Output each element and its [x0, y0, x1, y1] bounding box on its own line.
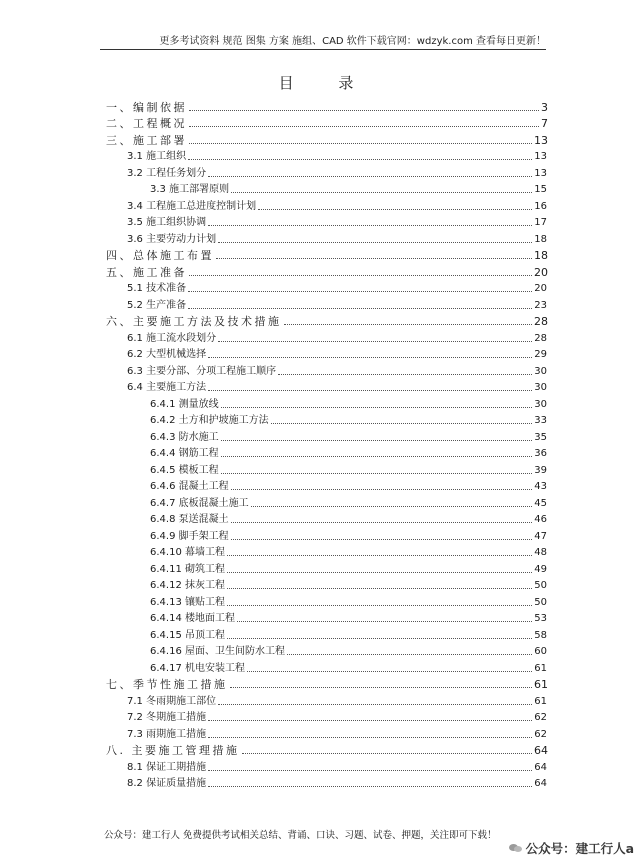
toc-leader-dots — [208, 389, 532, 391]
toc-entry-page: 20 — [534, 283, 547, 294]
toc-entry-label: 6.2 大型机械选择 — [127, 349, 207, 360]
toc-entry-label: 3.1 施工组织 — [127, 151, 187, 162]
toc-entry-label: 6.4.2 土方和护坡施工方法 — [150, 415, 269, 426]
toc-leader-dots — [189, 274, 532, 276]
toc-leader-dots — [227, 637, 532, 639]
toc-entry[interactable] — [0, 328, 638, 345]
toc-entry[interactable] — [0, 378, 638, 395]
toc-entry[interactable] — [0, 394, 638, 411]
toc-leader-dots — [221, 472, 533, 474]
toc-entry[interactable] — [0, 427, 638, 444]
toc-entry[interactable] — [0, 246, 638, 263]
toc-entry[interactable] — [0, 543, 638, 560]
toc-entry-page: 64 — [534, 778, 547, 789]
toc-leader-dots — [208, 785, 532, 787]
toc-entry[interactable] — [0, 163, 638, 180]
toc-entry[interactable] — [0, 279, 638, 296]
toc-entry[interactable] — [0, 97, 638, 114]
toc-leader-dots — [208, 175, 532, 177]
toc-entry-page: 30 — [534, 398, 547, 410]
toc-entry-label: 6.4.7 底板混凝土施工 — [150, 497, 249, 509]
toc-leader-dots — [218, 340, 532, 342]
toc-entry-page: 18 — [534, 233, 547, 245]
toc-leader-dots — [218, 241, 532, 243]
toc-entry[interactable] — [0, 345, 638, 362]
toc-entry[interactable] — [0, 477, 638, 494]
toc-entry-page: 43 — [534, 481, 547, 492]
toc-entry-page: 16 — [534, 200, 547, 212]
toc-entry-label: 6.1 施工流水段划分 — [127, 332, 217, 344]
toc-entry-label: 6.4.12 抹灰工程 — [150, 580, 225, 591]
toc-leader-dots — [258, 208, 532, 210]
table-of-contents — [0, 97, 638, 790]
toc-entry-label: 7.1 冬雨期施工部位 — [127, 695, 217, 707]
toc-entry-label: 6.4 主要施工方法 — [127, 382, 207, 393]
toc-entry-label: 6.4.9 脚手架工程 — [150, 530, 229, 542]
toc-entry-page: 29 — [534, 349, 547, 360]
toc-leader-dots — [221, 439, 533, 441]
toc-leader-dots — [227, 587, 532, 589]
toc-entry-page: 28 — [534, 332, 547, 344]
toc-entry-label: 5.2 生产准备 — [127, 299, 187, 311]
toc-entry[interactable] — [0, 213, 638, 230]
toc-entry-page: 64 — [534, 761, 547, 773]
toc-entry-page: 17 — [534, 217, 547, 228]
toc-leader-dots — [227, 604, 532, 606]
toc-leader-dots — [227, 571, 532, 573]
toc-leader-dots — [216, 257, 532, 259]
toc-leader-dots — [208, 736, 532, 738]
toc-leader-dots — [231, 521, 533, 523]
toc-entry-label: 6.4.4 钢筋工程 — [150, 448, 219, 459]
toc-entry-page: 13 — [534, 167, 547, 179]
toc-entry-page: 39 — [534, 464, 547, 476]
toc-entry-page: 61 — [534, 695, 547, 707]
toc-entry-page: 18 — [534, 249, 548, 262]
toc-entry-label: 6.4.17 机电安装工程 — [150, 662, 245, 674]
toc-leader-dots — [208, 769, 532, 771]
toc-leader-dots — [237, 620, 532, 622]
toc-entry-label: 8.1 保证工期措施 — [127, 761, 207, 773]
toc-entry-label: 七、季节性施工措施 — [106, 678, 228, 691]
toc-entry-page: 30 — [534, 365, 547, 377]
toc-leader-dots — [221, 406, 533, 408]
toc-entry-label: 6.4.1 测量放线 — [150, 398, 219, 410]
toc-entry-page: 50 — [534, 596, 547, 608]
toc-entry-label: 6.3 主要分部、分项工程施工顺序 — [127, 365, 277, 377]
toc-leader-dots — [231, 191, 532, 193]
toc-entry[interactable] — [0, 493, 638, 510]
toc-entry[interactable] — [0, 724, 638, 741]
toc-leader-dots — [242, 752, 533, 754]
toc-leader-dots — [247, 670, 532, 672]
toc-entry[interactable] — [0, 312, 638, 329]
toc-leader-dots — [189, 142, 532, 144]
toc-leader-dots — [189, 125, 539, 127]
toc-entry-label: 6.4.11 砌筑工程 — [150, 563, 225, 575]
watermark-text: 公众号：建工行人a — [525, 841, 634, 856]
toc-entry-page: 20 — [534, 265, 548, 279]
toc-entry-page: 60 — [534, 646, 547, 657]
toc-leader-dots — [188, 290, 532, 292]
toc-entry-page: 58 — [534, 629, 547, 641]
toc-entry[interactable] — [0, 741, 638, 758]
toc-entry[interactable] — [0, 625, 638, 642]
toc-leader-dots — [188, 307, 532, 309]
toc-entry[interactable] — [0, 295, 638, 312]
toc-entry-page: 35 — [534, 431, 547, 443]
toc-entry-label: 3.6 主要劳动力计划 — [127, 233, 217, 245]
toc-entry-label: 二、工程概况 — [106, 117, 187, 130]
toc-leader-dots — [208, 224, 532, 226]
toc-leader-dots — [231, 538, 533, 540]
toc-entry-page: 36 — [534, 448, 547, 459]
toc-entry[interactable] — [0, 180, 638, 197]
toc-entry-page: 53 — [534, 613, 547, 624]
toc-entry[interactable] — [0, 559, 638, 576]
toc-entry-page: 45 — [534, 497, 547, 509]
toc-entry[interactable] — [0, 114, 638, 131]
toc-entry-label: 6.4.14 楼地面工程 — [150, 613, 235, 624]
toc-entry[interactable] — [0, 658, 638, 675]
toc-entry-label: 五、施工准备 — [106, 265, 187, 279]
toc-entry-label: 6.4.5 模板工程 — [150, 464, 219, 476]
toc-entry-label: 6.4.6 混凝土工程 — [150, 481, 229, 492]
toc-entry-page: 13 — [534, 133, 548, 147]
toc-entry[interactable] — [0, 708, 638, 725]
toc-leader-dots — [208, 719, 532, 721]
toc-entry-page: 15 — [534, 184, 547, 195]
toc-entry[interactable] — [0, 774, 638, 791]
toc-entry-page: 33 — [534, 415, 547, 426]
header-divider — [100, 49, 546, 50]
toc-entry-page: 61 — [534, 662, 547, 674]
toc-leader-dots — [230, 686, 533, 688]
toc-entry[interactable] — [0, 460, 638, 477]
toc-entry[interactable] — [0, 361, 638, 378]
toc-entry[interactable] — [0, 411, 638, 428]
toc-entry-page: 49 — [534, 563, 547, 575]
toc-entry[interactable] — [0, 510, 638, 527]
page-header: 更多考试资料 规范 图集 方案 施组、CAD 软件下载官网：wdzyk.com 查看每日更新！ — [159, 36, 546, 47]
toc-entry-label: 一、编制依据 — [106, 100, 187, 114]
toc-entry[interactable] — [0, 642, 638, 659]
page-footer: 公众号：建工行人 免费提供考试相关总结、背诵、口诀、习题、试卷、押题，关注即可下载！ — [104, 830, 497, 841]
toc-leader-dots — [189, 109, 539, 111]
toc-entry[interactable] — [0, 147, 638, 164]
toc-entry-label: 5.1 技术准备 — [127, 283, 187, 294]
toc-entry-label: 6.4.15 吊顶工程 — [150, 629, 225, 641]
toc-leader-dots — [287, 653, 532, 655]
toc-entry-label: 四、总体施工布置 — [106, 249, 214, 262]
toc-leader-dots — [271, 422, 533, 424]
toc-entry-label: 6.4.13 镶贴工程 — [150, 596, 225, 608]
toc-entry-label: 6.4.3 防水施工 — [150, 431, 219, 443]
toc-entry[interactable] — [0, 196, 638, 213]
toc-entry-label: 3.2 工程任务划分 — [127, 167, 207, 179]
toc-title: 目 录 — [278, 74, 374, 92]
toc-entry-label: 3.3 施工部署原则 — [150, 184, 230, 195]
toc-entry-page: 50 — [534, 580, 547, 591]
toc-entry[interactable] — [0, 609, 638, 626]
toc-entry-page: 23 — [534, 299, 547, 311]
toc-entry-label: 六、主要施工方法及技术措施 — [106, 315, 282, 328]
toc-entry-label: 7.2 冬期施工措施 — [127, 712, 207, 723]
toc-entry-page: 62 — [534, 712, 547, 723]
toc-entry-page: 30 — [534, 382, 547, 393]
toc-entry-page: 62 — [534, 728, 547, 740]
toc-entry-page: 7 — [541, 117, 548, 130]
toc-entry[interactable] — [0, 576, 638, 593]
toc-entry-page: 61 — [534, 678, 548, 691]
toc-entry-label: 3.5 施工组织协调 — [127, 217, 207, 228]
toc-entry-page: 3 — [541, 100, 548, 114]
toc-entry-page: 28 — [534, 315, 548, 328]
toc-entry[interactable] — [0, 444, 638, 461]
wechat-icon — [509, 842, 523, 854]
toc-entry[interactable] — [0, 675, 638, 692]
toc-leader-dots — [208, 356, 532, 358]
toc-entry-page: 13 — [534, 151, 547, 162]
toc-entry[interactable] — [0, 262, 638, 279]
toc-leader-dots — [221, 455, 533, 457]
toc-entry-label: 6.4.16 屋面、卫生间防水工程 — [150, 646, 285, 657]
toc-entry[interactable] — [0, 691, 638, 708]
toc-leader-dots — [278, 373, 532, 375]
toc-entry[interactable] — [0, 592, 638, 609]
watermark — [509, 839, 634, 857]
toc-leader-dots — [218, 703, 532, 705]
toc-leader-dots — [188, 158, 532, 160]
toc-entry-page: 48 — [534, 547, 547, 558]
toc-entry[interactable] — [0, 229, 638, 246]
toc-entry[interactable] — [0, 526, 638, 543]
toc-entry-label: 6.4.10 幕墙工程 — [150, 547, 225, 558]
toc-entry-page: 47 — [534, 530, 547, 542]
toc-entry-label: 6.4.8 泵送混凝土 — [150, 514, 229, 525]
toc-entry-label: 八. 主要施工管理措施 — [106, 744, 240, 757]
toc-leader-dots — [231, 488, 533, 490]
toc-leader-dots — [284, 323, 533, 325]
toc-entry-page: 46 — [534, 514, 547, 525]
toc-entry-label: 7.3 雨期施工措施 — [127, 728, 207, 740]
toc-entry[interactable] — [0, 130, 638, 147]
toc-entry-label: 3.4 工程施工总进度控制计划 — [127, 200, 257, 212]
toc-entry-label: 三、施工部署 — [106, 133, 187, 147]
toc-leader-dots — [251, 505, 533, 507]
toc-leader-dots — [227, 554, 532, 556]
toc-entry-page: 64 — [534, 744, 548, 757]
toc-entry[interactable] — [0, 757, 638, 774]
toc-entry-label: 8.2 保证质量措施 — [127, 778, 207, 789]
